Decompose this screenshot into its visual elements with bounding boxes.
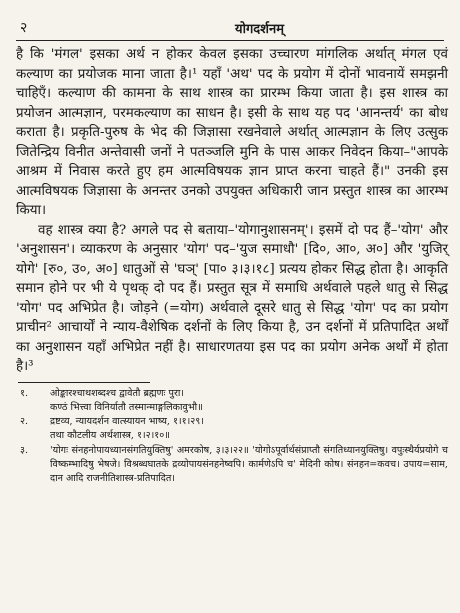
footnote-number: १. <box>20 387 29 399</box>
footnote <box>16 444 448 487</box>
paragraph: है कि 'मंगल' इसका अर्थ न होकर केवल इसका उच्चारण मांगलिक अर्थात् मंगल एवं कल्याण का प्रयोजक माना जाता है।¹ यहाँ 'अथ' पद के प्रयोग में दोनों भावनायें समझनी चाहिएँ। कल्याण की कामना के साथ शास्त्र का प्रारम्भ किया जाता है। इस शास्त्र का प्रयोजन आत्मज्ञान, परमकल्याण का साधन है। इसी के साथ यह पद 'आनन्तर्य' का बोध कराता है। प्रकृति-पुरुष के भेद की जिज्ञासा रखनेवाले अर्थात् आत्मज्ञान के लिए उत्सुक जितेन्द्रिय विनीत अन्तेवासी जनों ने पतञ्जलि मुनि के पास आकर निवेदन किया–"आपके आश्रम में निवास करते हुए हम आत्मविषयक ज्ञान प्राप्त करना चाहते हैं।" उनकी इस आत्मविषयक जिज्ञासा के अनन्तर उनको उपयुक्त अधिकारी जान प्रस्तुत शास्त्र का आरम्भ किया। <box>16 47 448 218</box>
footnote-number: ३. <box>20 444 29 456</box>
page-number: २ <box>20 20 28 36</box>
footnote <box>16 387 448 401</box>
body-text <box>16 45 448 377</box>
footnote <box>16 415 448 429</box>
paragraph: वह शास्त्र क्या है? अगले पद से बताया–'योगानुशासनम्'। इसमें दो पद हैं–'योग' और 'अनुशासन'। व्याकरण के अनुसार 'योग' पद–'युज समाधौ' [दि०, आ०, अ०] और 'युजिर् योगे' [रु०, उ०, अ०] धातुओं से 'घञ्' [पा० ३।३।१८] प्रत्यय होकर सिद्ध होता है। आकृति समान होने पर भी ये पृथक् दो पद हैं। प्रस्तुत सूत्र में समाधि अर्थवाले पहले धातु से सिद्ध 'योग' पद अभिप्रेत है। जोड़ने (=योग) अर्थवाले दूसरे धातु से सिद्ध 'योग' पद का प्रयोग प्राचीन² आचार्यों ने न्याय-वैशेषिक दर्शनों के लिए किया है, उन दर्शनों में प्रतिपादित अर्थों का अनुशासन यहाँ अभिप्रेत नहीं है। साधारणतया इस पद का प्रयोग अनेक अर्थों में होता है।³ <box>16 222 448 374</box>
footnotes <box>16 387 448 487</box>
footnote-number: २. <box>20 416 29 428</box>
running-title: योगदर्शनम् <box>235 22 284 37</box>
footnote-text: 'योगः संनहनोपायध्यानसंगतियुक्तिषु' अमरकोष, ३।३।२२॥ 'योगोऽपूर्वार्थसंप्राप्तौ संगतिध्यानयुक्तिषु। वपुःस्थैर्यप्रयोगे च विष्कम्भादिषु भेषजे। विश्रब्धघातके द्रव्योपायसंनहनेष्वपि। कार्मणेऽपि च' मेदिनी कोष। संनहन=कवच। उपाय=साम, दान आदि राजनीतिशास्त्र-प्रतिपादित। <box>50 444 448 485</box>
footnote-divider <box>18 382 150 383</box>
page-header <box>16 0 444 41</box>
footnote-text: तथा कौटलीय अर्थशास्त्र, १।२।१०॥ <box>50 430 170 442</box>
footnote-text: कण्ठं भित्त्वा विनिर्यातौ तस्मान्माङ्गलिकावुभौ॥ <box>50 401 203 413</box>
footnote-text: द्रष्टव्य, न्यायदर्शन वात्स्यायन भाष्य, १।१।२९। <box>50 416 204 428</box>
footnote-text: ओङ्कारश्चाथशब्दश्च द्वावेतौ ब्रह्मणः पुरा। <box>50 387 185 399</box>
